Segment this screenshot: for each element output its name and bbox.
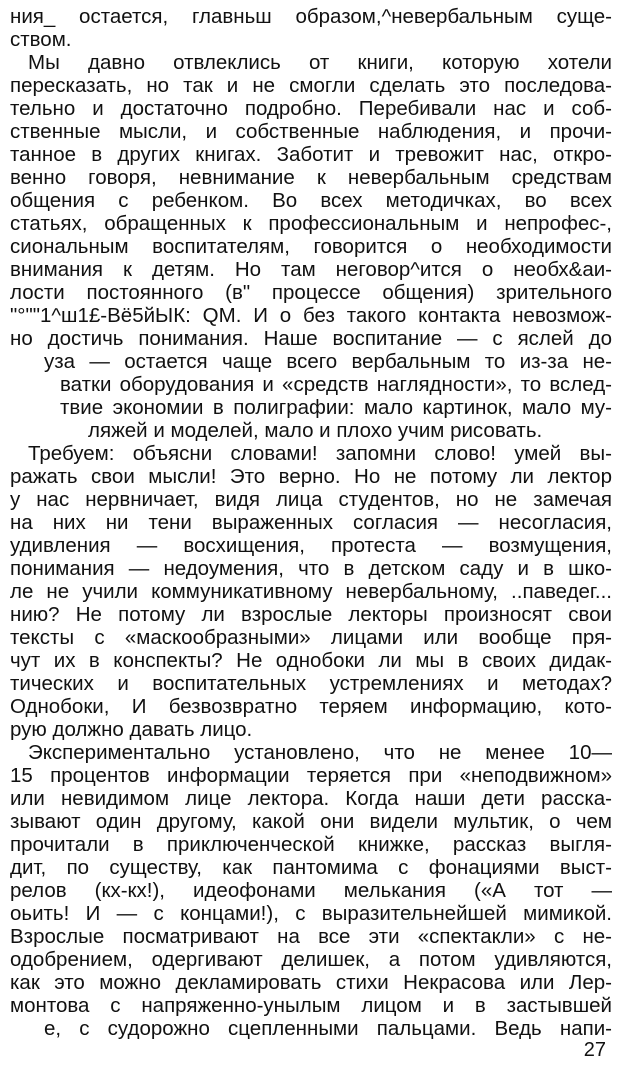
text-line: на них ни тени выраженных согласия — несогласия, bbox=[10, 511, 612, 534]
text-line: ле не учили коммуникативному невербальному, ..паведег... bbox=[10, 580, 612, 603]
page-number: 27 bbox=[583, 1039, 606, 1061]
text-line: тических и воспитательных устремлениях и методах? bbox=[10, 672, 612, 695]
text-line: рую должно давать лицо. bbox=[10, 718, 253, 741]
text-line: монтова с напряженно-унылым лицом и в застывшей bbox=[10, 994, 612, 1017]
text-line: нию? Не потому ли взрослые лекторы произносят свои bbox=[10, 603, 612, 626]
text-line: ватки оборудования и «средств наглядности», то вслед- bbox=[60, 373, 612, 396]
text-line: Требуем: объясни словами! запомни слово! умей вы- bbox=[28, 442, 612, 465]
text-line: внимания к детям. Но там неговор^ится о необх&аи- bbox=[10, 258, 612, 281]
text-line: дит, по существу, как пантомима с фонациями выст- bbox=[10, 856, 612, 879]
text-line: общения с ребенком. Во всех методичках, во всех bbox=[10, 189, 612, 212]
text-line: Экспериментально установлено, что не менее 10— bbox=[28, 741, 612, 764]
text-line: ством. bbox=[10, 28, 72, 51]
text-line: как это можно декламировать стихи Некрасова или Лер- bbox=[10, 971, 612, 994]
text-line: релов (кх-кх!), идеофонами мелькания («А тот — bbox=[10, 879, 612, 902]
text-line: удивления — восхищения, протеста — возмущения, bbox=[10, 534, 612, 557]
text-line: лости постоянного (в" процессе общения) зрительного bbox=[10, 281, 612, 304]
text-line: тексты с «маскообразными» лицами или вообще пря- bbox=[10, 626, 612, 649]
text-line: "°""1^ш1£-Вё5йЫК: QM. И о без такого контакта невозмож- bbox=[10, 304, 612, 327]
text-line: пересказать, но так и не смогли сделать это последова- bbox=[10, 74, 612, 97]
text-line: ляжей и моделей, мало и плохо учим рисовать. bbox=[88, 419, 543, 442]
text-line: статьях, обращенных к профессиональным и непрофес-, bbox=[10, 212, 612, 235]
text-line: но достичь понимания. Наше воспитание — с яслей до bbox=[10, 327, 612, 350]
text-line: Однобоки, И безвозвратно теряем информацию, кото- bbox=[10, 695, 612, 718]
text-line: тельно и достаточно подробно. Перебивали нас и соб- bbox=[10, 97, 612, 120]
text-line: твие экономии в полиграфии: мало картинок, мало му- bbox=[60, 396, 612, 419]
text-line: зывают один другому, какой они видели мультик, о чем bbox=[10, 810, 612, 833]
text-line: у нас нервничает, видя лица студентов, но не замечая bbox=[10, 488, 612, 511]
text-line: прочитали в приключенческой книжке, рассказ выгля- bbox=[10, 833, 612, 856]
text-line: танное в других книгах. Заботит и тревожит нас, откро- bbox=[10, 143, 612, 166]
text-line: чут их в конспекты? Не однобоки ли мы в своих дидак- bbox=[10, 649, 612, 672]
text-line: ственные мысли, и собственные наблюдения, и прочи- bbox=[10, 120, 612, 143]
text-line: венно говоря, невнимание к невербальным средствам bbox=[10, 166, 612, 189]
text-line: или невидимом лице лектора. Когда наши дети расска- bbox=[10, 787, 612, 810]
text-line: оьить! И — с концами!), с выразительнейшей мимикой. bbox=[10, 902, 612, 925]
text-line: одобрением, одергивают делишек, а потом удивляются, bbox=[10, 948, 612, 971]
text-line: ражать свои мысли! Это верно. Но не потому ли лектор bbox=[10, 465, 612, 488]
text-line: уза — остается чаще всего вербальным то из-за не- bbox=[44, 350, 612, 373]
text-line: понимания — недоумения, что в детском саду и в шко- bbox=[10, 557, 612, 580]
text-line: Мы давно отвлеклись от книги, которую хотели bbox=[28, 51, 612, 74]
text-line: Взрослые посматривают на все эти «спектакли» с не- bbox=[10, 925, 612, 948]
text-line: 15 процентов информации теряется при «неподвижном» bbox=[10, 764, 612, 787]
text-line: сиональным воспитателям, говорится о необходимости bbox=[10, 235, 612, 258]
text-line: е, с судорожно сцепленными пальцами. Ведь напи- bbox=[44, 1017, 612, 1040]
text-line: ния_ остается, главньш образом,^невербальным суще- bbox=[10, 5, 612, 28]
